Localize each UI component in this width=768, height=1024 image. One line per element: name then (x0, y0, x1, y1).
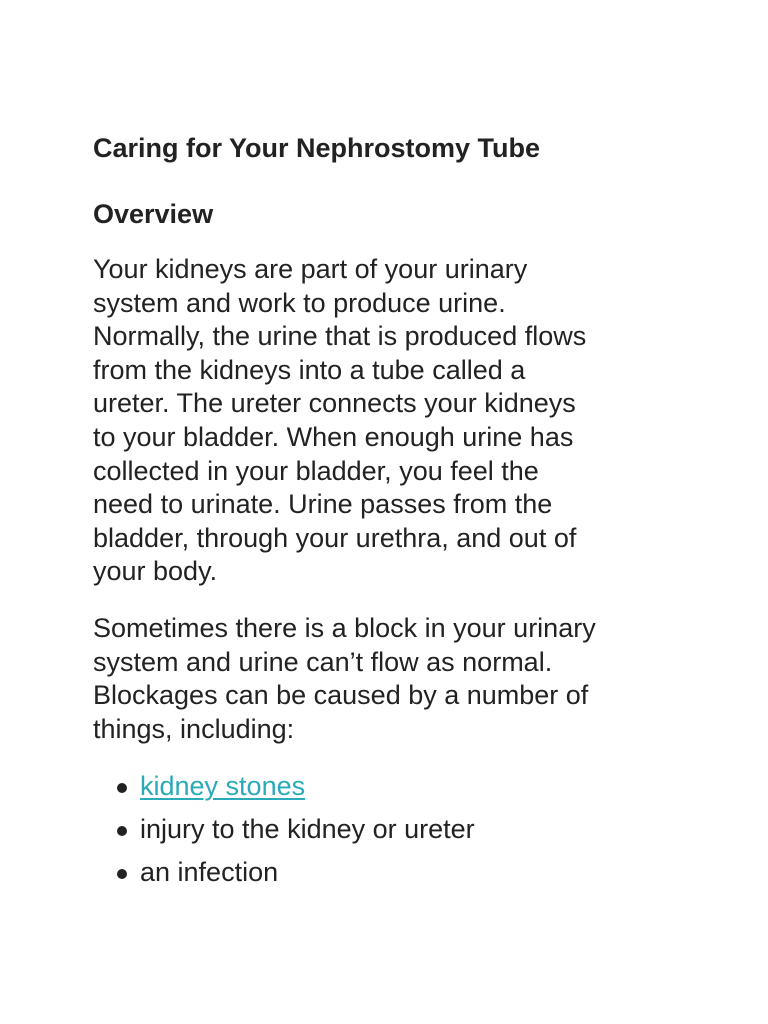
list-item-text: an infection (140, 857, 279, 887)
paragraph-line: Your kidneys are part of your urinary (93, 254, 528, 284)
paragraph-line: system and urine can’t flow as normal. (93, 646, 553, 677)
paragraph-line: Blockages can be caused by a number of (93, 680, 589, 711)
list-item-text: injury to the kidney or ureter (140, 814, 475, 844)
paragraph-line: collected in your bladder, you feel the (93, 455, 539, 486)
bullet-icon (117, 869, 127, 879)
paragraph-kidneys (93, 253, 693, 589)
causes-list (93, 770, 475, 899)
paragraph-line: Sometimes there is a block in your urinary (93, 613, 596, 643)
paragraph-line: things, including: (93, 713, 295, 744)
document-title: Caring for Your Nephrostomy Tube (93, 133, 541, 163)
bullet-icon (117, 783, 127, 793)
list-item (93, 856, 475, 899)
list-item (93, 770, 475, 813)
paragraph-blockages (93, 612, 693, 746)
paragraph-line: system and work to produce urine. (93, 287, 506, 318)
paragraph-line: bladder, through your urethra, and out of (93, 522, 577, 553)
list-item (93, 813, 475, 856)
paragraph-line: from the kidneys into a tube called a (93, 354, 526, 385)
bullet-icon (117, 826, 127, 836)
paragraph-line: your body. (93, 556, 218, 587)
paragraph-line: ureter. The ureter connects your kidneys (93, 388, 576, 419)
paragraph-line: Normally, the urine that is produced flows (93, 321, 587, 352)
section-heading-overview: Overview (93, 199, 214, 229)
paragraph-line: need to urinate. Urine passes from the (93, 489, 553, 520)
paragraph-line: to your bladder. When enough urine has (93, 421, 574, 452)
kidney-stones-link[interactable]: kidney stones (140, 771, 306, 801)
